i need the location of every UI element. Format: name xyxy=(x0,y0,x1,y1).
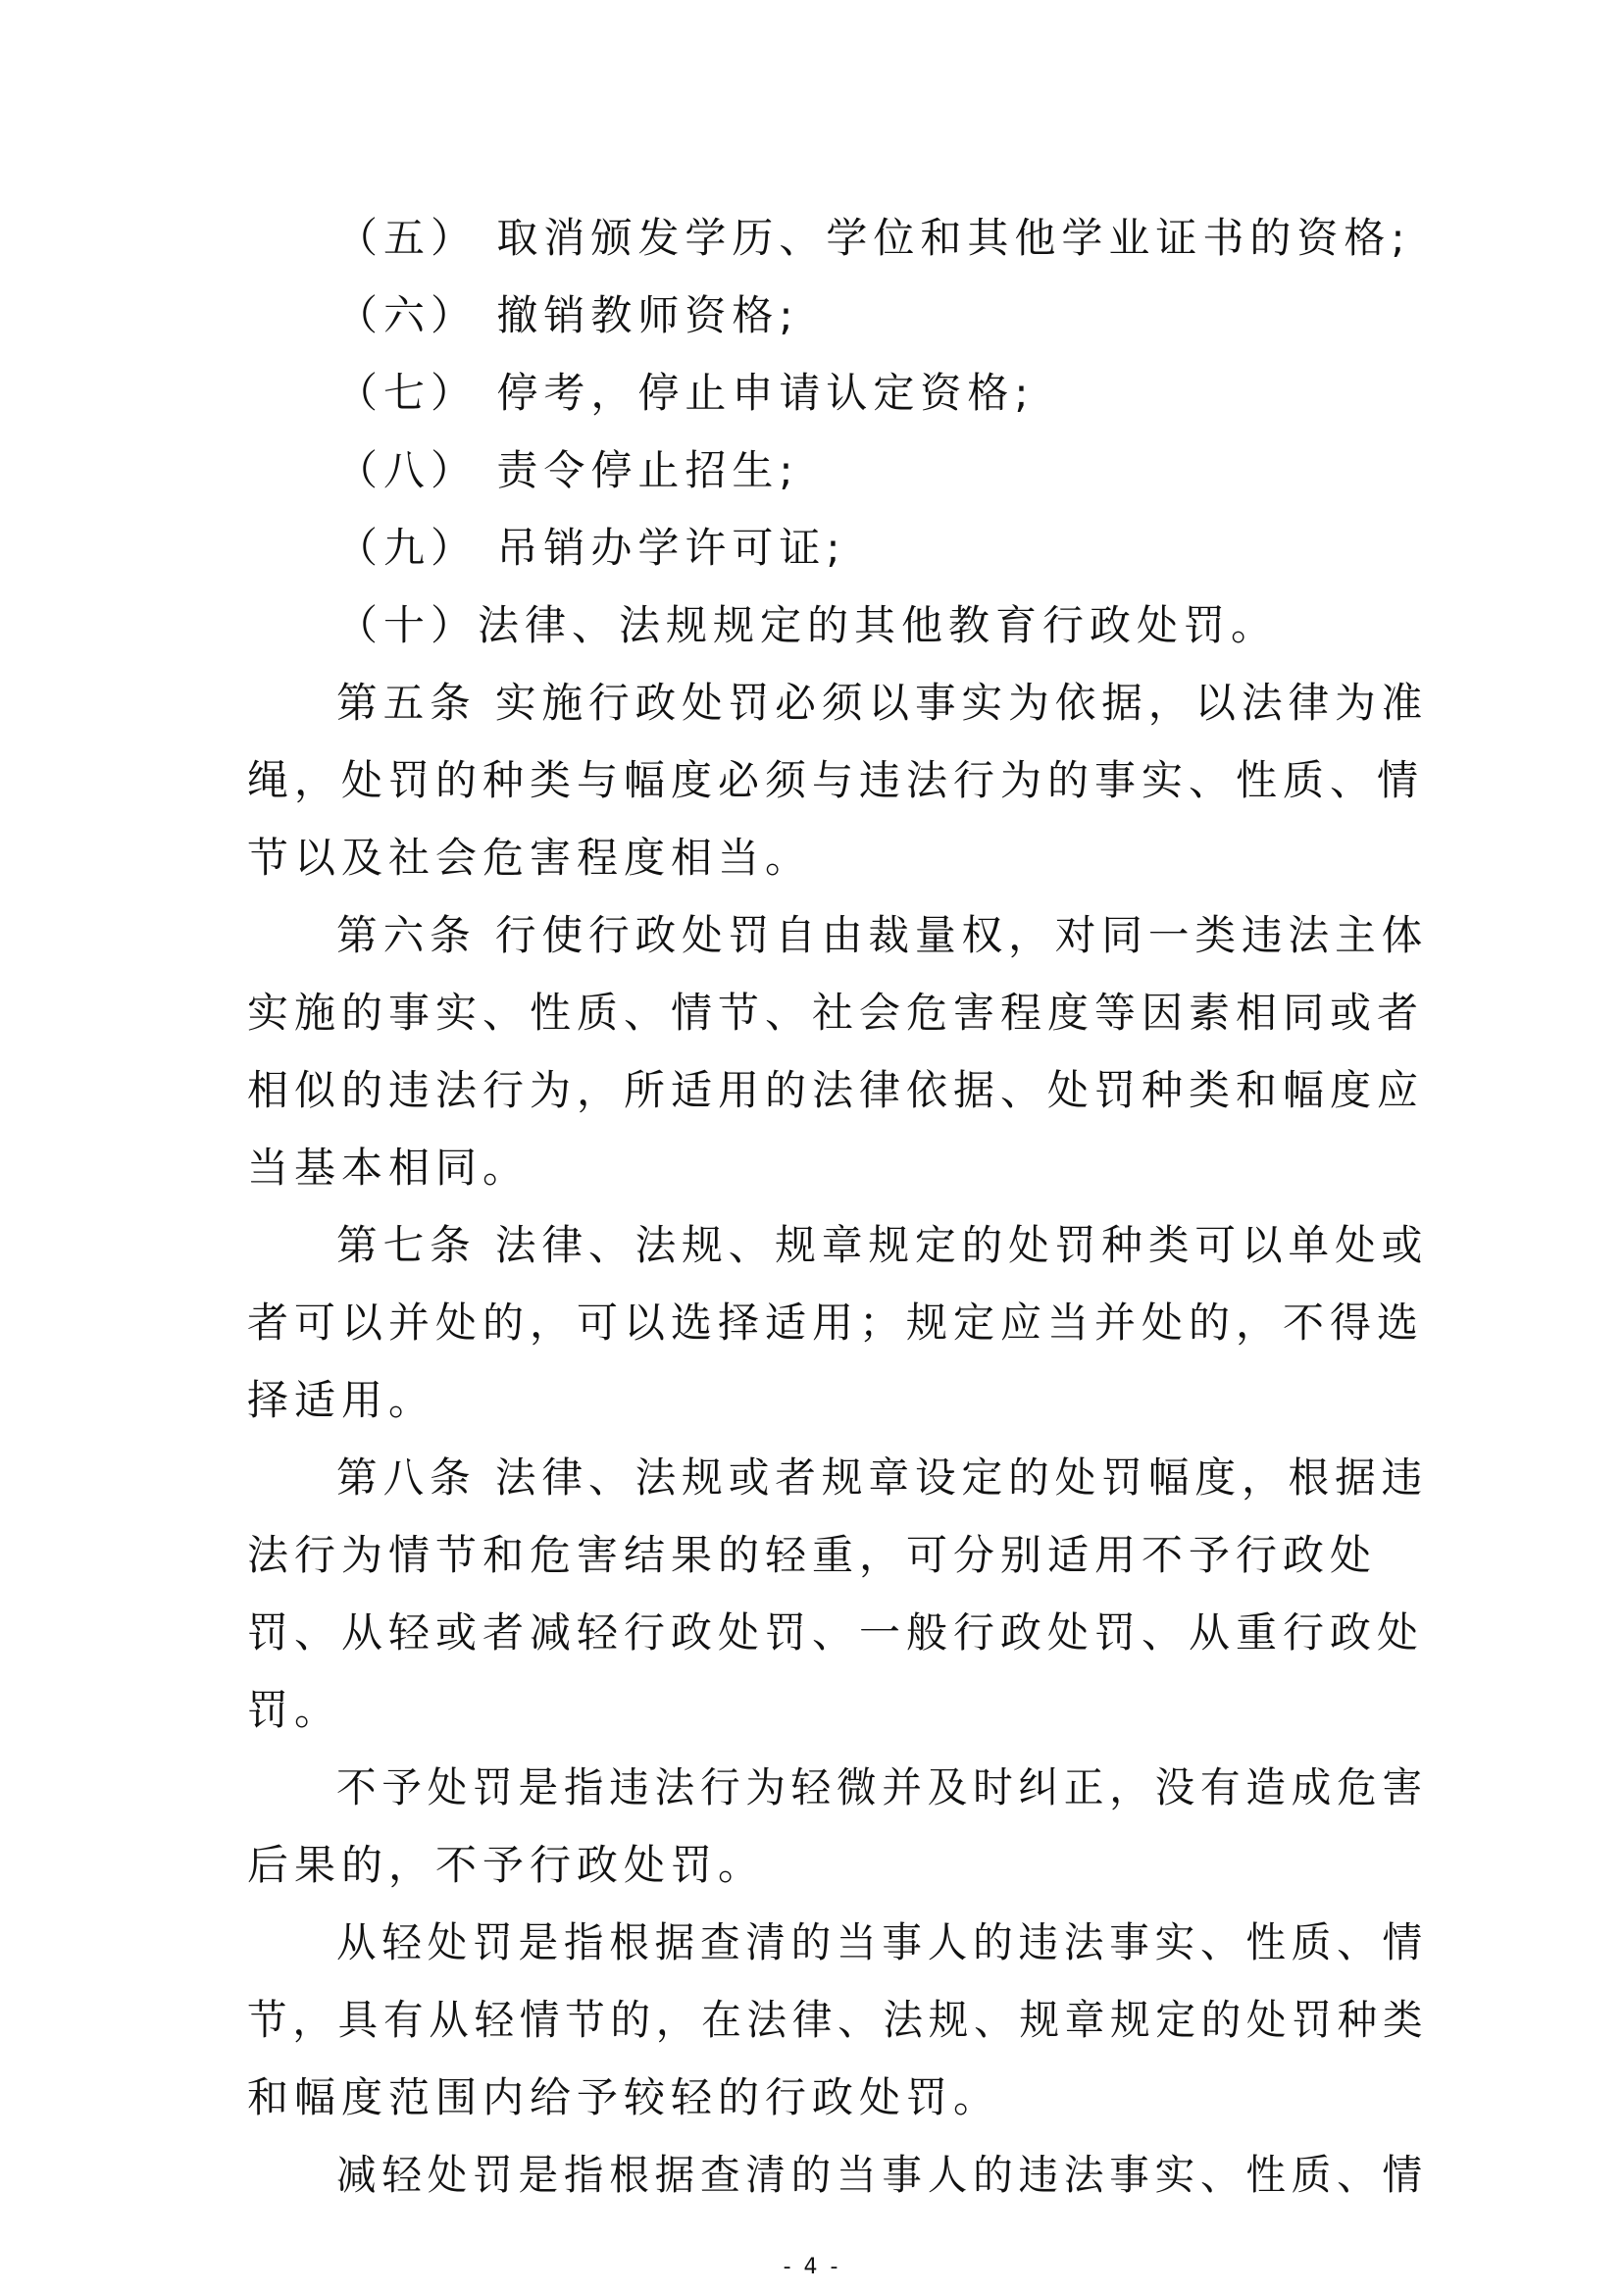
article-8-line-1: 第八条 法律、法规或者规章设定的处罚幅度，根据违 xyxy=(336,1453,1429,1502)
list-item-5: （五） 取消颁发学历、学位和其他学业证书的资格; xyxy=(336,214,1411,262)
article-6-line-1: 第六条 行使行政处罚自由裁量权，对同一类违法主体 xyxy=(336,911,1429,959)
lighter-penalty-line-2: 节，具有从轻情节的，在法律、法规、规章规定的处罚种类 xyxy=(247,1996,1429,2044)
no-penalty-line-2: 后果的，不予行政处罚。 xyxy=(247,1841,766,1889)
page-number: - 4 - xyxy=(783,2255,841,2279)
article-7-line-3: 择适用。 xyxy=(247,1376,436,1424)
article-5-line-1: 第五条 实施行政处罚必须以事实为依据，以法律为准 xyxy=(336,679,1429,727)
lighter-penalty-line-3: 和幅度范围内给予较轻的行政处罚。 xyxy=(247,2073,1001,2121)
list-item-6: （六） 撤销教师资格; xyxy=(336,291,799,339)
article-7-line-2: 者可以并处的，可以选择适用；规定应当并处的，不得选 xyxy=(247,1299,1425,1347)
article-5-line-2: 绳，处罚的种类与幅度必须与违法行为的事实、性质、情 xyxy=(247,756,1425,804)
lighter-penalty-line-1: 从轻处罚是指根据查清的当事人的违法事实、性质、情 xyxy=(336,1918,1428,1966)
article-8-line-2: 法行为情节和危害结果的轻重，可分别适用不予行政处 xyxy=(247,1531,1378,1579)
article-8-line-4: 罚。 xyxy=(247,1686,342,1734)
article-6-line-3: 相似的违法行为，所适用的法律依据、处罚种类和幅度应 xyxy=(247,1066,1425,1114)
article-6-line-2: 实施的事实、性质、情节、社会危害程度等因素相同或者 xyxy=(247,989,1425,1037)
mitigated-penalty-line-1: 减轻处罚是指根据查清的当事人的违法事实、性质、情 xyxy=(336,2151,1428,2199)
article-8-line-3: 罚、从轻或者减轻行政处罚、一般行政处罚、从重行政处 xyxy=(247,1608,1425,1657)
no-penalty-line-1: 不予处罚是指违法行为轻微并及时纠正，没有造成危害 xyxy=(336,1763,1428,1811)
article-5-line-3: 节以及社会危害程度相当。 xyxy=(247,834,813,882)
list-item-7: （七） 停考，停止申请认定资格; xyxy=(336,369,1035,417)
article-7-line-1: 第七条 法律、法规、规章规定的处罚种类可以单处或 xyxy=(336,1221,1429,1269)
list-item-8: （八） 责令停止招生; xyxy=(336,446,799,494)
list-item-9: （九） 吊销办学许可证; xyxy=(336,524,846,572)
article-6-line-4: 当基本相同。 xyxy=(247,1144,531,1192)
list-item-10: （十）法律、法规规定的其他教育行政处罚。 xyxy=(336,601,1279,649)
